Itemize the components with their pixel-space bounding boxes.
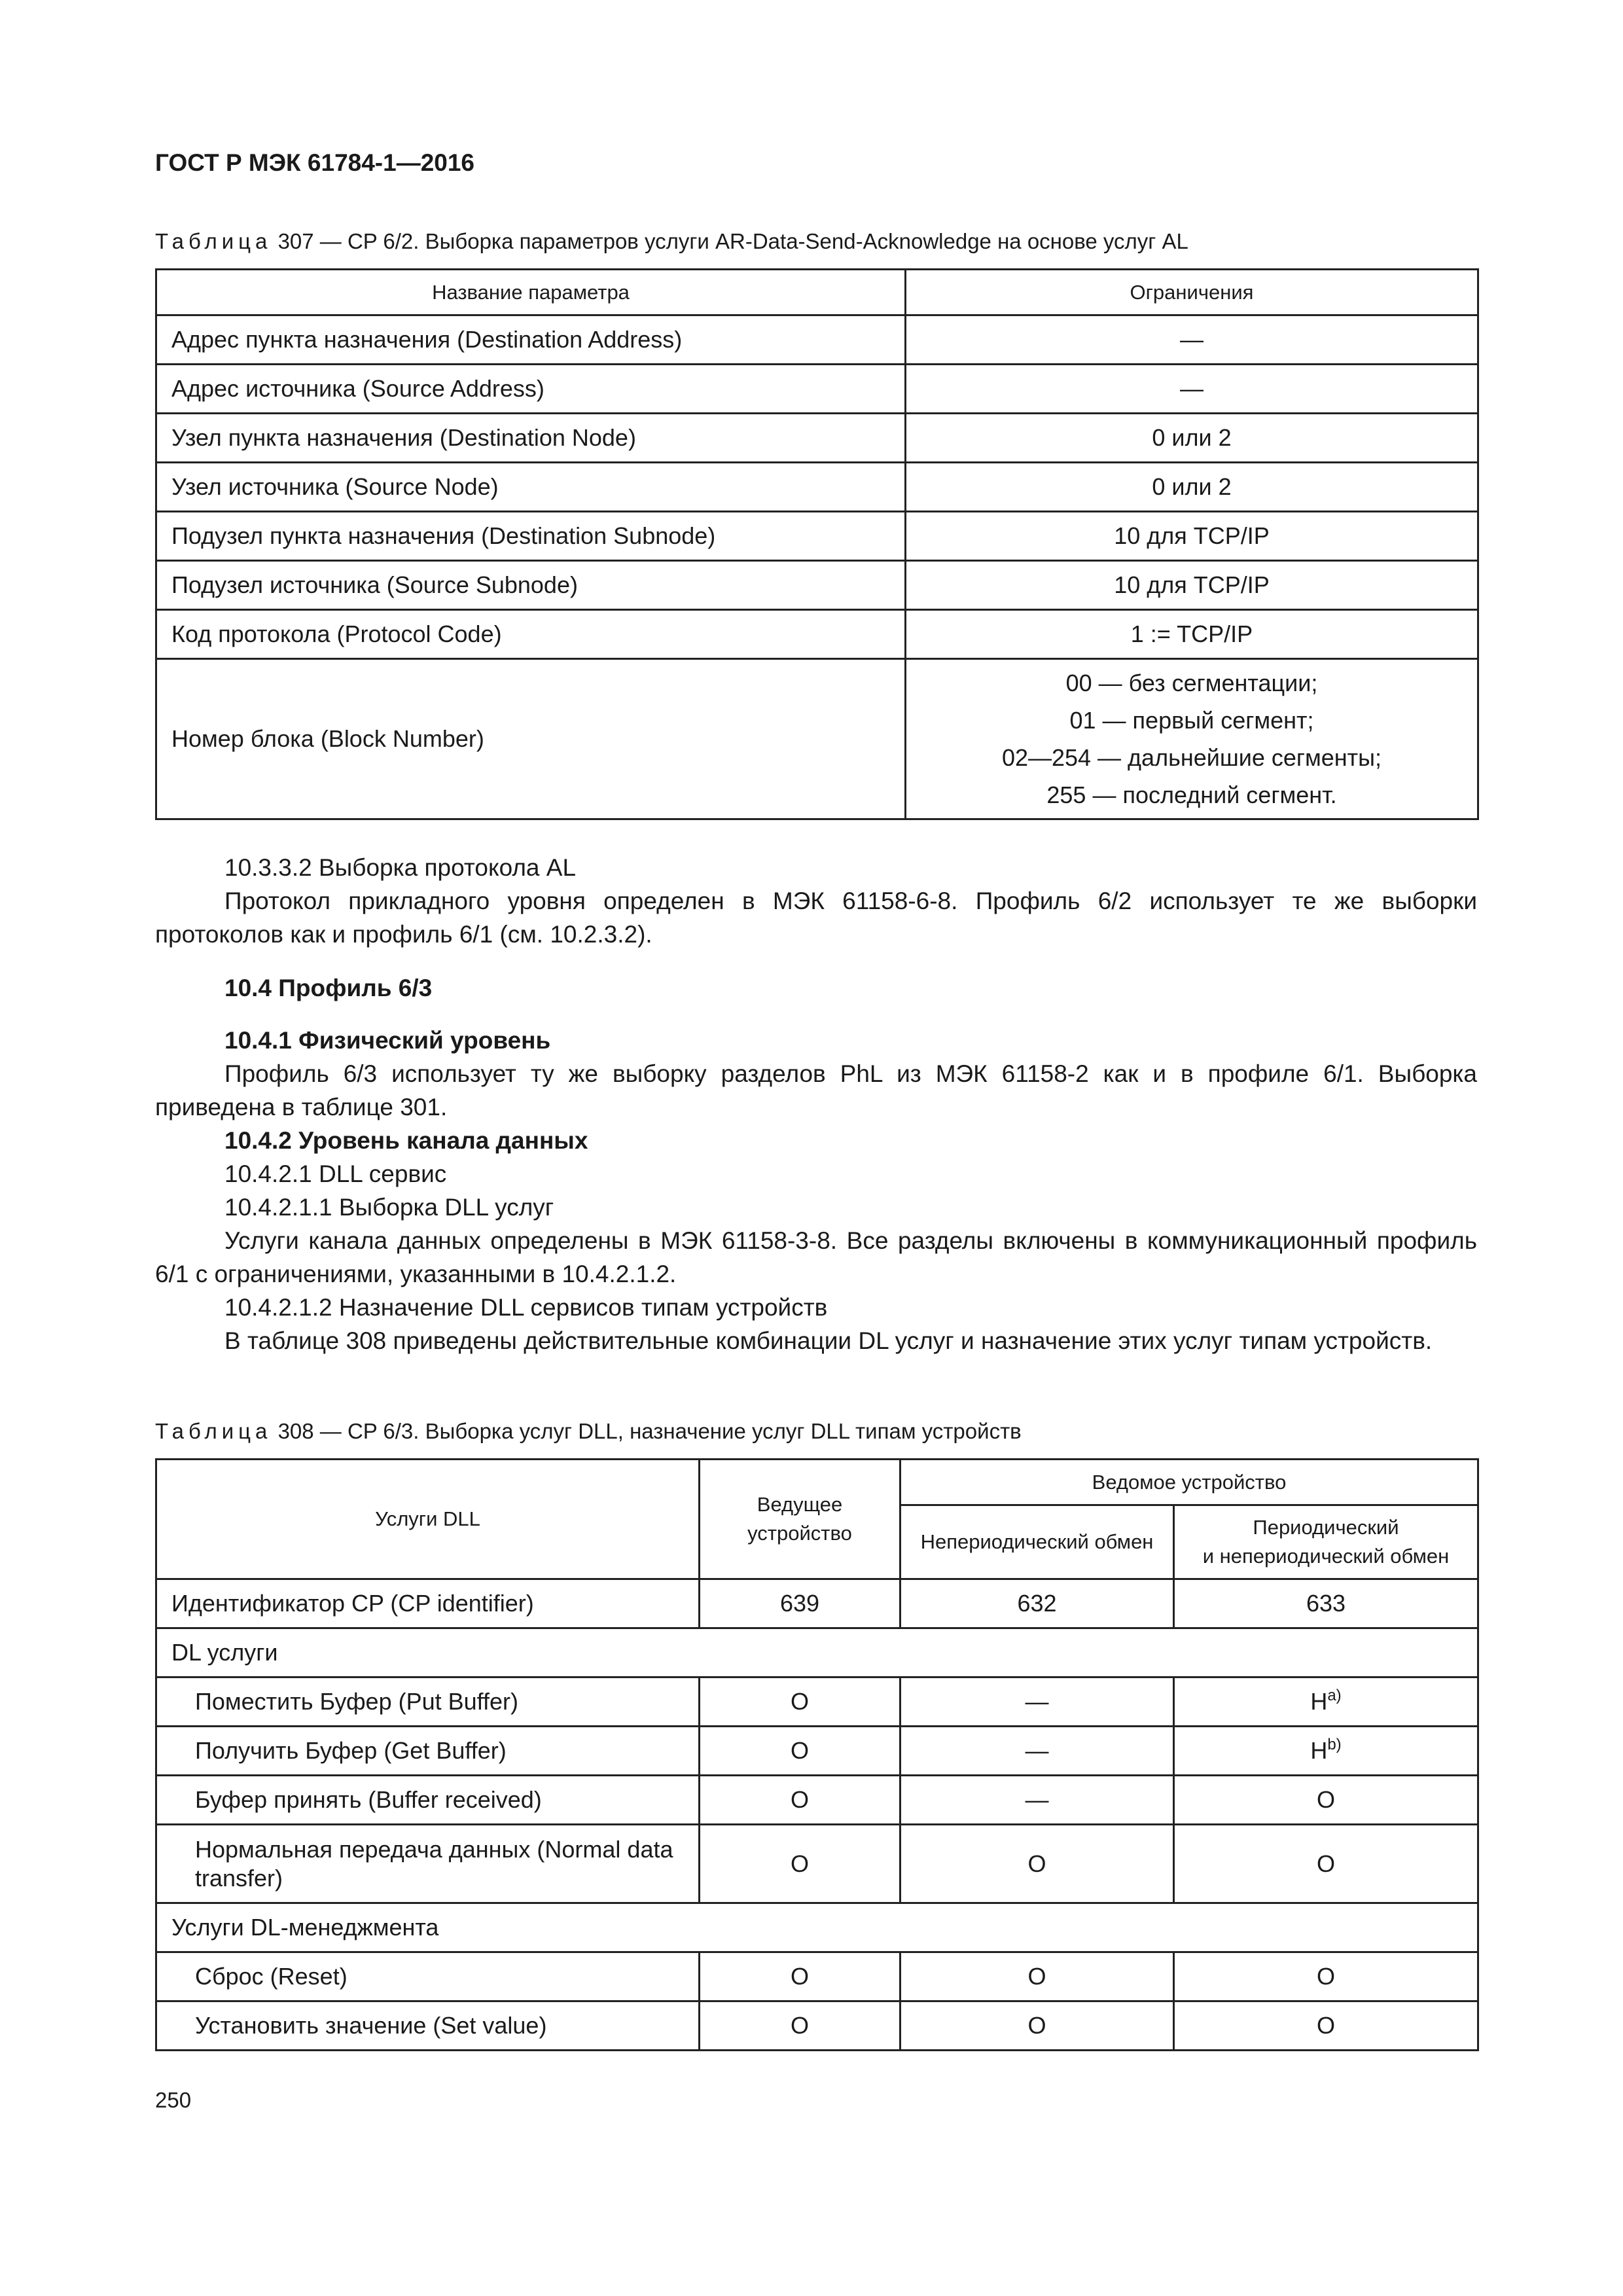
group-label: DL услуги (156, 1628, 1478, 1677)
column-header: Ведущее устройство (700, 1460, 901, 1579)
table-row (156, 414, 1478, 463)
cell-value: O (700, 1952, 901, 2001)
table-row (156, 561, 1478, 610)
constraint-line: 02—254 — дальнейшие сегменты; (1001, 744, 1382, 771)
column-header: Услуги DLL (156, 1460, 700, 1579)
parameter-constraint: 0 или 2 (906, 414, 1478, 463)
cell-value (1174, 1727, 1478, 1776)
table-307-caption (155, 229, 1188, 254)
document-id: ГОСТ Р МЭК 61784-1—2016 (155, 149, 475, 176)
table-row (156, 365, 1478, 414)
parameter-name: Номер блока (Block Number) (156, 659, 906, 819)
table-header-row (156, 270, 1478, 315)
parameter-constraint: — (906, 315, 1478, 365)
section-heading: 10.4.2.1.2 Назначение DLL сервисов типам устройств (224, 1294, 828, 1321)
page-number: 250 (155, 2088, 192, 2112)
table-row (156, 610, 1478, 659)
section-heading: 10.4 Профиль 6/3 (224, 975, 433, 1001)
constraint-line: 01 — первый сегмент; (1069, 707, 1314, 734)
cell-value: — (901, 1776, 1174, 1825)
table-row (156, 1776, 1478, 1825)
section-heading: 10.4.2.1 DLL сервис (224, 1160, 447, 1187)
parameter-constraint: 0 или 2 (906, 463, 1478, 512)
header-line: и непериодический обмен (1202, 1545, 1450, 1568)
header-line: Периодический (1253, 1516, 1399, 1539)
group-label: Услуги DL-менеджмента (156, 1903, 1478, 1952)
table-row (156, 1727, 1478, 1776)
constraint-line: 255 — последний сегмент. (1046, 781, 1337, 808)
parameter-constraint: — (906, 365, 1478, 414)
parameter-name: Узел источника (Source Node) (156, 463, 906, 512)
table-caption-text: 307 — CP 6/2. Выборка параметров услуги AR-Data-Send-Acknowledge на основе услуг AL (277, 229, 1188, 253)
cell-value: 639 (700, 1579, 901, 1628)
service-name: Поместить Буфер (Put Buffer) (156, 1677, 700, 1727)
column-header: Ведомое устройство (901, 1460, 1478, 1505)
parameter-name: Код протокола (Protocol Code) (156, 610, 906, 659)
cell-value: O (700, 1825, 901, 1903)
parameter-constraint: 10 для TCP/IP (906, 561, 1478, 610)
service-name: Установить значение (Set value) (156, 2001, 700, 2051)
paragraph: Профиль 6/3 использует ту же выборку разделов PhL из МЭК 61158-2 как и в профиле 6/1. Выборка приведена в таблице 301. (155, 1060, 1477, 1121)
cell-value: O (1174, 1825, 1478, 1903)
column-header: Ограничения (906, 270, 1478, 315)
cell-value (1174, 1677, 1478, 1727)
table-308 (155, 1458, 1479, 2051)
cell-value: O (901, 2001, 1174, 2051)
table-row (156, 1952, 1478, 2001)
table-row (156, 2001, 1478, 2051)
column-header: Непериодический обмен (901, 1505, 1174, 1579)
paragraph: В таблице 308 приведены действительные комбинации DL услуг и назначение этих услуг типам устройств. (224, 1327, 1433, 1354)
cell-value: 632 (901, 1579, 1174, 1628)
table-308-caption (155, 1419, 1022, 1444)
parameter-name: Подузел источника (Source Subnode) (156, 561, 906, 610)
cell-value: O (1174, 1952, 1478, 2001)
service-name: Буфер принять (Buffer received) (156, 1776, 700, 1825)
table-caption-text: 308 — CP 6/3. Выборка услуг DLL, назначение услуг DLL типам устройств (277, 1419, 1022, 1443)
section-heading: 10.4.1 Физический уровень (224, 1027, 551, 1054)
cell-value: O (901, 1952, 1174, 2001)
cell-value: O (700, 1677, 901, 1727)
section-text (155, 971, 1477, 1005)
service-name: Сброс (Reset) (156, 1952, 700, 2001)
cell-value: O (700, 1727, 901, 1776)
table-header-row (156, 1460, 1478, 1505)
section-heading: 10.4.2 Уровень канала данных (224, 1127, 588, 1154)
table-caption-label: Таблица (155, 229, 272, 253)
service-name: Идентификатор CP (CP identifier) (156, 1579, 700, 1628)
paragraph: Протокол прикладного уровня определен в МЭК 61158-6-8. Профиль 6/2 использует те же выборки протоколов как и профиль 6/1 (см. 10.2.3.2). (155, 888, 1477, 948)
service-name: Получить Буфер (Get Buffer) (156, 1727, 700, 1776)
cell-value: — (901, 1727, 1174, 1776)
parameter-name: Подузел пункта назначения (Destination Subnode) (156, 512, 906, 561)
parameter-constraint: 1 := TCP/IP (906, 610, 1478, 659)
table-row (156, 463, 1478, 512)
parameter-constraint: 10 для TCP/IP (906, 512, 1478, 561)
parameter-name: Адрес пункта назначения (Destination Address) (156, 315, 906, 365)
table-row (156, 1825, 1478, 1903)
constraint-line: 00 — без сегментации; (1065, 670, 1318, 696)
table-row (156, 512, 1478, 561)
table-row (156, 315, 1478, 365)
footnote-ref: a) (1327, 1687, 1342, 1704)
paragraph: Услуги канала данных определены в МЭК 61158-3-8. Все разделы включены в коммуникационный профиль 6/1 с ограничениями, указанными в 10.4.2.1.2. (155, 1227, 1477, 1287)
table-group-row (156, 1628, 1478, 1677)
column-header (1174, 1505, 1478, 1579)
cell-value: O (901, 1825, 1174, 1903)
cell-value-text: H (1310, 1737, 1328, 1764)
table-group-row (156, 1903, 1478, 1952)
cell-value: O (700, 1776, 901, 1825)
section-heading: 10.3.3.2 Выборка протокола AL (224, 854, 577, 881)
cell-value: 633 (1174, 1579, 1478, 1628)
parameter-name: Адрес источника (Source Address) (156, 365, 906, 414)
parameter-constraint (906, 659, 1478, 819)
service-name: Нормальная передача данных (Normal data transfer) (156, 1825, 700, 1903)
table-row (156, 1677, 1478, 1727)
section-text (155, 1024, 1477, 1357)
cell-value-text: H (1310, 1688, 1328, 1715)
cell-value: O (1174, 2001, 1478, 2051)
table-row (156, 1579, 1478, 1628)
column-header: Название параметра (156, 270, 906, 315)
table-307 (155, 268, 1479, 820)
section-text (155, 851, 1477, 951)
cell-value: O (1174, 1776, 1478, 1825)
section-heading: 10.4.2.1.1 Выборка DLL услуг (224, 1194, 554, 1221)
cell-value: — (901, 1677, 1174, 1727)
cell-value: O (700, 2001, 901, 2051)
table-row (156, 659, 1478, 819)
footnote-ref: b) (1327, 1736, 1342, 1753)
table-caption-label: Таблица (155, 1419, 272, 1443)
parameter-name: Узел пункта назначения (Destination Node) (156, 414, 906, 463)
